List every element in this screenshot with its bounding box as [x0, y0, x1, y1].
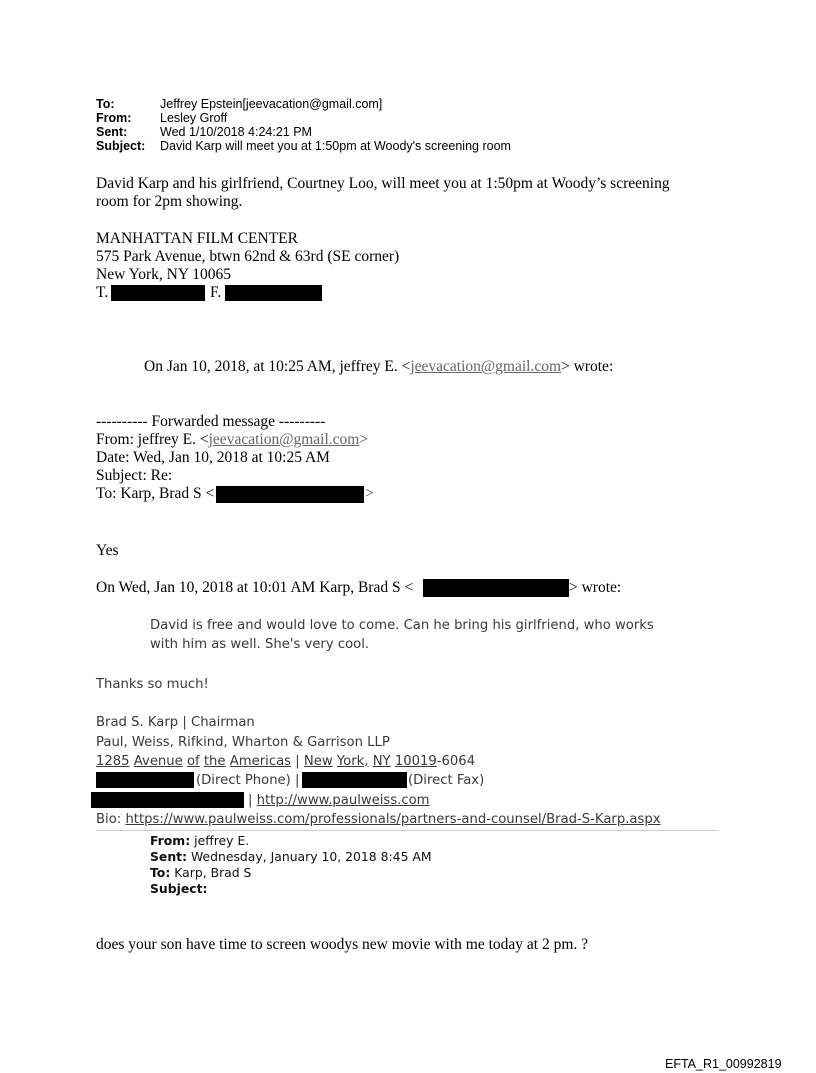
original-to-value: Karp, Brad S [174, 865, 252, 880]
original-from-value: jeffrey E. [194, 833, 250, 848]
signature-firm: Paul, Weiss, Rifkind, Wharton & Garrison LLP [96, 735, 390, 750]
quote-line [144, 358, 613, 376]
redaction-direct-phone [96, 772, 194, 788]
redaction-karp-quote-email [423, 579, 569, 597]
addr-of[interactable]: of [186, 754, 200, 769]
addr-ext: -6064 [436, 754, 476, 769]
venue-name: MANHATTAN FILM CENTER [96, 230, 298, 247]
original-subject-label: Subject: [150, 881, 208, 896]
doc-id: EFTA_R1_00992819 [665, 1057, 782, 1071]
signature-bio [96, 810, 661, 830]
addr-avenue[interactable]: Avenue [133, 754, 183, 769]
original-to [150, 865, 251, 882]
intro-line-2: room for 2pm showing. [96, 193, 243, 210]
original-subject [150, 881, 208, 898]
signature-site-link[interactable]: http://www.paulweiss.com [256, 793, 430, 808]
header-to-label: To: [96, 97, 115, 111]
quote-prefix: On Jan 10, 2018, at 10:25 AM, jeffrey E. < [144, 358, 411, 375]
addr-pipe[interactable]: | [295, 754, 300, 769]
venue-street: 575 Park Avenue, btwn 62nd & 63rd (SE corner) [96, 248, 400, 265]
forwarded-to-suffix: > [365, 485, 374, 502]
forwarded-to-prefix: To: Karp, Brad S < [96, 485, 215, 502]
reply-text: Yes [96, 542, 119, 559]
original-sent-label: Sent: [150, 849, 188, 864]
venue-t-label: T. [96, 284, 109, 301]
intro-line-1: David Karp and his girlfriend, Courtney Loo, will meet you at 1:50pm at Woody’s screening [96, 175, 670, 192]
header-sent [96, 125, 312, 139]
addr-the[interactable]: the [203, 754, 226, 769]
header-subject-label: Subject: [96, 139, 146, 153]
karp-thanks: Thanks so much! [96, 677, 209, 692]
original-body: does your son have time to screen woodys new movie with me today at 2 pm. ? [96, 936, 589, 953]
signature-divider [96, 830, 718, 831]
forwarded-from-email-link[interactable]: jeevacation@gmail.com [208, 431, 360, 448]
header-from-label: From: [96, 111, 132, 125]
addr-zip[interactable]: 10019 [394, 754, 437, 769]
signature-site-sep: | [248, 793, 253, 808]
original-from-label: From: [150, 833, 191, 848]
redaction-direct-fax [302, 772, 407, 788]
header-to-value: Jeffrey Epstein[jeevacation@gmail.com] [160, 97, 383, 111]
forwarded-subject: Subject: Re: [96, 467, 173, 484]
signature-address [96, 752, 475, 772]
addr-new[interactable]: New [303, 754, 333, 769]
venue-f-label: F. [210, 284, 222, 301]
redaction-phone [111, 285, 205, 301]
signature-site [248, 791, 430, 811]
header-sent-value: Wed 1/10/2018 4:24:21 PM [160, 125, 312, 139]
karp-quote-prefix: On Wed, Jan 10, 2018 at 10:01 AM Karp, Brad S < [96, 579, 414, 596]
addr-americas[interactable]: Americas [229, 754, 292, 769]
signature-bio-label: Bio: [96, 812, 122, 827]
signature-direct-fax: (Direct Fax) [408, 773, 485, 788]
quote-suffix: > wrote: [561, 358, 614, 375]
redaction-email [91, 792, 244, 808]
header-from-value: Lesley Groff [160, 111, 228, 125]
karp-quote-suffix: > wrote: [569, 579, 622, 596]
header-from [96, 111, 227, 125]
forwarded-from [96, 431, 368, 449]
forwarded-divider: ---------- Forwarded message --------- [96, 413, 326, 430]
signature-bio-link[interactable]: https://www.paulweiss.com/professionals/partners-and-counsel/Brad-S-Karp.aspx [125, 812, 661, 827]
addr-1285[interactable]: 1285 [96, 754, 130, 769]
header-subject-value: David Karp will meet you at 1:50pm at Woody's screening room [160, 139, 511, 153]
original-from [150, 833, 249, 850]
addr-york[interactable]: York, [336, 754, 369, 769]
redaction-fax [225, 285, 322, 301]
signature-name: Brad S. Karp | Chairman [96, 715, 255, 730]
original-to-label: To: [150, 865, 171, 880]
venue-city: New York, NY 10065 [96, 266, 232, 283]
forwarded-from-suffix: > [359, 431, 369, 448]
addr-ny[interactable]: NY [372, 754, 391, 769]
signature-direct-phone: (Direct Phone) | [196, 773, 300, 788]
original-sent [150, 849, 432, 866]
quote-email-link[interactable]: jeevacation@gmail.com [410, 358, 562, 375]
forwarded-date: Date: Wed, Jan 10, 2018 at 10:25 AM [96, 449, 330, 466]
header-sent-label: Sent: [96, 125, 128, 139]
karp-message-line-1: David is free and would love to come. Can he bring his girlfriend, who works [150, 618, 654, 633]
redaction-karp-email [216, 486, 364, 503]
forwarded-from-prefix: From: jeffrey E. < [96, 431, 209, 448]
header-to [96, 97, 382, 111]
karp-message-line-2: with him as well. She's very cool. [150, 637, 370, 652]
header-subject [96, 139, 511, 153]
original-sent-value: Wednesday, January 10, 2018 8:45 AM [190, 849, 432, 864]
